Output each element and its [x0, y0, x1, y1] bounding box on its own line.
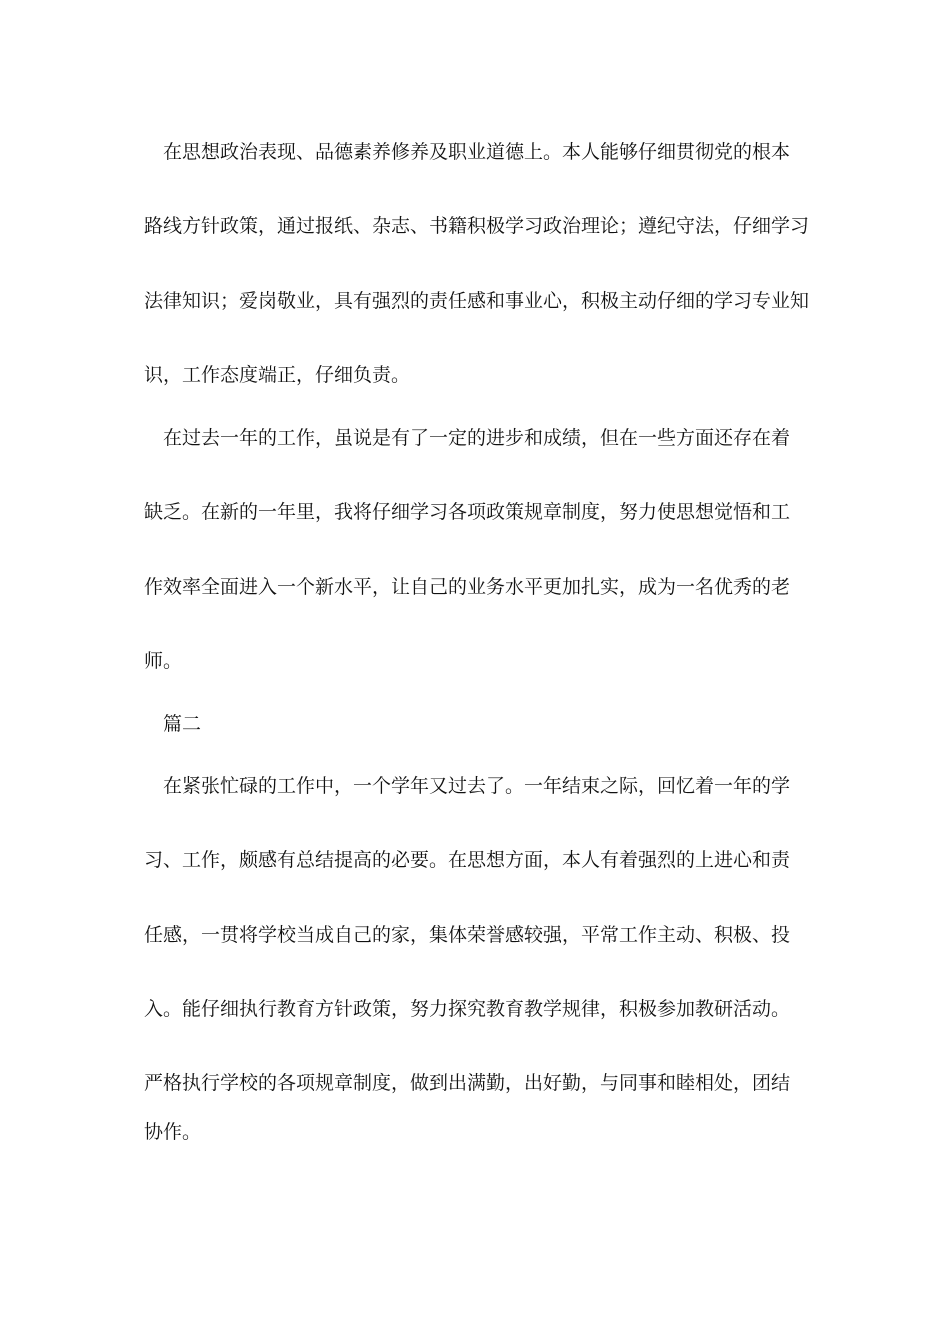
paragraph-2-line-4: 师。	[144, 650, 183, 672]
paragraph-2-line-2: 缺乏。在新的一年里，我将仔细学习各项政策规章制度，努力使思想觉悟和工	[144, 501, 791, 523]
paragraph-3-line-2: 习、工作，颇感有总结提高的必要。在思想方面，本人有着强烈的上进心和责	[144, 849, 791, 871]
paragraph-3-line-3: 任感，一贯将学校当成自己的家，集体荣誉感较强，平常工作主动、积极、投	[144, 924, 791, 946]
paragraph-2-line-1: 在过去一年的工作，虽说是有了一定的进步和成绩，但在一些方面还存在着	[163, 427, 791, 449]
paragraph-1-line-1: 在思想政治表现、品德素养修养及职业道德上。本人能够仔细贯彻党的根本	[163, 141, 791, 163]
paragraph-1-line-3: 法律知识；爱岗敬业，具有强烈的责任感和事业心，积极主动仔细的学习专业知	[144, 290, 810, 312]
paragraph-1-line-2: 路线方针政策，通过报纸、杂志、书籍积极学习政治理论；遵纪守法，仔细学习	[144, 215, 810, 237]
section-heading: 篇二	[163, 713, 202, 735]
paragraph-3-line-4: 入。能仔细执行教育方针政策，努力探究教育教学规律，积极参加教研活动。	[144, 998, 791, 1020]
paragraph-3-line-5: 严格执行学校的各项规章制度，做到出满勤，出好勤，与同事和睦相处，团结	[144, 1072, 791, 1094]
paragraph-2-line-3: 作效率全面进入一个新水平，让自己的业务水平更加扎实，成为一名优秀的老	[144, 576, 791, 598]
paragraph-3-line-1: 在紧张忙碌的工作中，一个学年又过去了。一年结束之际，回忆着一年的学	[163, 775, 791, 797]
paragraph-3-line-6: 协作。	[144, 1121, 202, 1143]
paragraph-1-line-4: 识，工作态度端正，仔细负责。	[144, 364, 411, 386]
